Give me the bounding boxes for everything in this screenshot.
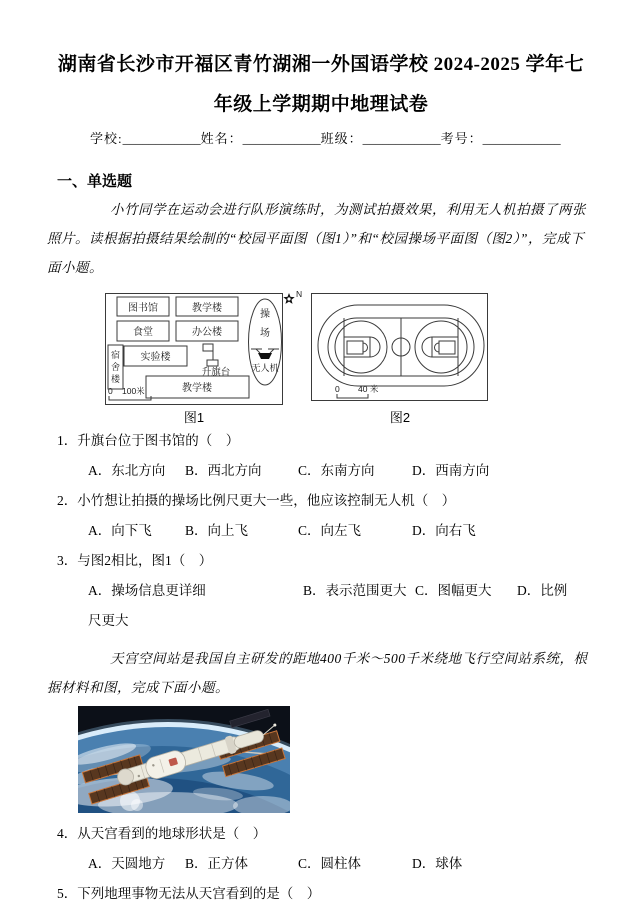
question-5-stem: 下列地理事物无法从天宫看到的是（ ） — [77, 886, 321, 901]
option-c: C．图幅更大 — [415, 583, 492, 598]
examno-blank: ____________ — [482, 131, 561, 146]
dorm-char-2: 舍 — [110, 362, 121, 372]
question-1-number: 1． — [57, 433, 78, 448]
question-4-number: 4． — [57, 826, 78, 841]
teaching-bottom-label: 教学楼 — [182, 383, 212, 394]
question-3-option-d-wrap: 尺更大 — [88, 613, 129, 628]
question-3-stem: 与图2相比，图1（ ） — [77, 553, 213, 568]
class-blank: ____________ — [362, 131, 441, 146]
dorm-char-3: 楼 — [110, 374, 121, 384]
option-b: B．正方体 — [185, 856, 249, 871]
option-a: A．操场信息更详细 — [88, 583, 206, 598]
option-d: D．西南方向 — [412, 463, 490, 478]
passage-2: 天宫空间站是我国自主研发的距地400千米～500千米绕地飞行空间站系统，根据材料和图，完成下面小题。 — [47, 651, 588, 695]
figure-2 — [311, 286, 489, 426]
question-4 — [47, 819, 595, 849]
option-a: A．东北方向 — [88, 463, 166, 478]
question-3-options — [47, 576, 595, 606]
drone-label: 无人机 — [251, 363, 279, 373]
lab-label: 实验楼 — [140, 352, 171, 363]
class-field — [321, 131, 441, 146]
question-2-options — [47, 516, 595, 546]
class-label: 班级： — [320, 131, 363, 146]
name-label: 姓名： — [200, 131, 243, 146]
library-label: 图书馆 — [128, 303, 158, 314]
title-line-1: 湖南省长沙市开福区青竹湖湘一外国语学校 2024-2025 学年七 — [57, 54, 585, 75]
campus-map — [105, 286, 309, 408]
playground-char-1: 操 — [260, 309, 270, 320]
school-blank: ____________ — [122, 131, 201, 146]
school-label: 学校: — [90, 131, 123, 146]
north-compass-icon — [283, 289, 302, 304]
option-d: D．比例 — [517, 583, 568, 598]
question-3-number: 3． — [57, 553, 78, 568]
option-b: B．西北方向 — [185, 463, 262, 478]
option-b: B．表示范围更大 — [303, 583, 407, 598]
playground-char-2: 场 — [260, 328, 270, 339]
question-5-number: 5． — [57, 886, 78, 901]
teaching-top-label: 教学楼 — [192, 303, 222, 314]
option-b: B．向上飞 — [185, 523, 249, 538]
flag-icon — [203, 344, 218, 366]
page-title — [47, 45, 595, 125]
north-label: N — [296, 289, 303, 299]
question-2 — [47, 486, 595, 516]
option-a: A．天圆地方 — [88, 856, 166, 871]
title-line-2: 年级上学期期中地理试卷 — [213, 94, 429, 115]
name-field — [201, 131, 321, 146]
flag-platform-label: 升旗台 — [201, 367, 231, 378]
question-1 — [47, 426, 595, 456]
section-heading: 一、单选题 — [57, 174, 133, 190]
option-d: D．向右飞 — [412, 523, 476, 538]
question-1-options — [47, 456, 595, 486]
space-station-photo — [78, 706, 290, 813]
question-4-options — [47, 849, 595, 879]
question-3 — [47, 546, 595, 576]
question-4-stem: 从天宫看到的地球形状是（ ） — [77, 826, 267, 841]
dorm-char-1: 宿 — [110, 350, 121, 360]
question-2-number: 2． — [57, 493, 78, 508]
scale1-label: 100米 — [122, 386, 145, 396]
scale2-label: 40 米 — [358, 384, 379, 394]
option-c: C．向左飞 — [298, 523, 362, 538]
playground-map — [311, 286, 489, 408]
name-blank: ____________ — [242, 131, 321, 146]
option-c: C．圆柱体 — [298, 856, 362, 871]
figures-row — [105, 286, 595, 426]
space-station-image — [78, 706, 290, 813]
canteen-label: 食堂 — [133, 327, 153, 338]
question-1-stem: 升旗台位于图书馆的（ ） — [77, 433, 240, 448]
question-5 — [47, 879, 595, 909]
scale2-zero: 0 — [335, 384, 340, 394]
scale1-bar — [109, 396, 151, 400]
school-field — [90, 131, 201, 146]
option-a: A．向下飞 — [88, 523, 152, 538]
office-label: 办公楼 — [192, 327, 222, 338]
scale2-bar — [337, 394, 368, 398]
option-d: D．球体 — [412, 856, 463, 871]
option-c: C．东南方向 — [298, 463, 375, 478]
scale1-zero: 0 — [108, 386, 113, 396]
passage-1: 小竹同学在运动会进行队形演练时，为测试拍摄效果，利用无人机拍摄了两张照片。读根据拍摄结果绘制的“校园平面图（图1）”和“校园操场平面图（图2）”，完成下面小题。 — [47, 202, 586, 275]
student-info-line — [47, 127, 595, 151]
examno-label: 考号： — [440, 131, 483, 146]
figure2-caption: 图2 — [389, 410, 411, 425]
question-2-stem: 小竹想让拍摄的操场比例尺更大一些，他应该控制无人机（ ） — [77, 493, 456, 508]
drone-icon — [251, 349, 279, 359]
figure1-caption: 图1 — [183, 410, 205, 425]
figure-1 — [105, 286, 309, 426]
examno-field — [441, 131, 561, 146]
